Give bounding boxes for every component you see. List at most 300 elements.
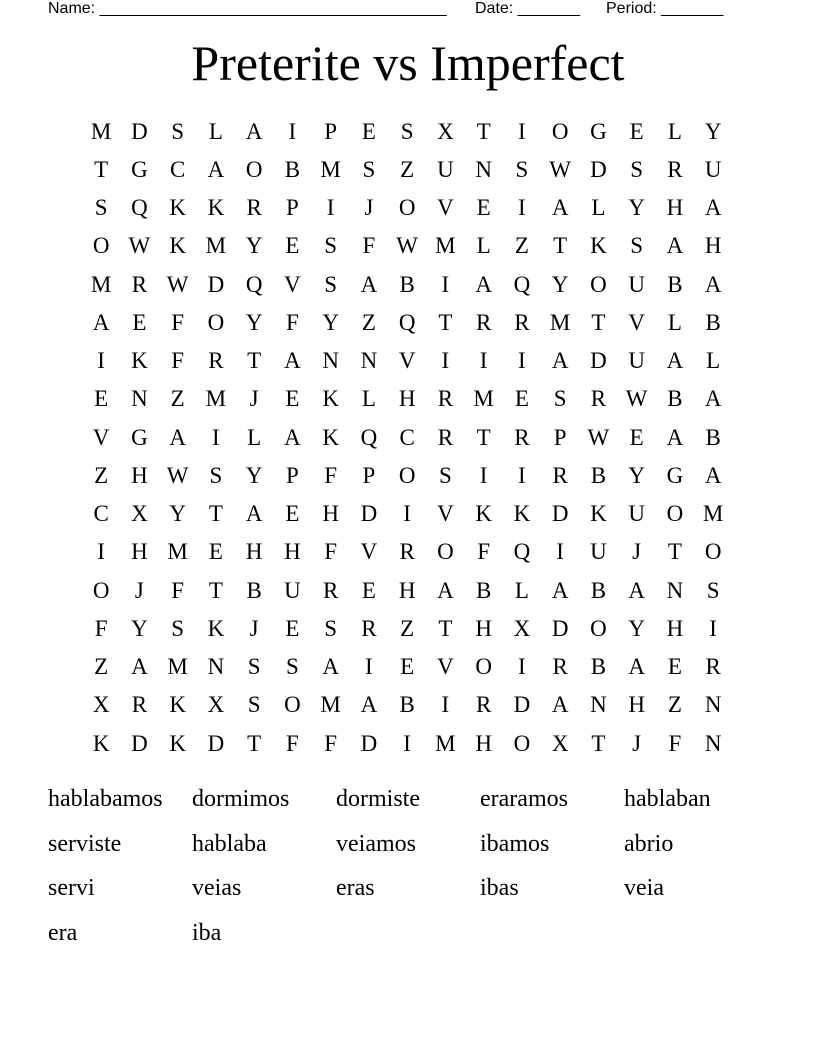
grid-letter[interactable]: E — [208, 539, 223, 565]
grid-letter[interactable]: Y — [245, 309, 263, 335]
grid-letter[interactable]: I — [441, 692, 450, 718]
grid-letter[interactable]: T — [667, 539, 682, 565]
grid-letter[interactable]: I — [365, 654, 373, 680]
grid-letter[interactable]: H — [475, 615, 492, 641]
grid-letter[interactable]: A — [322, 654, 339, 680]
grid-letter[interactable]: F — [362, 233, 376, 259]
grid-letter[interactable]: B — [705, 424, 721, 450]
grid-letter[interactable]: I — [479, 462, 488, 488]
grid-letter[interactable]: A — [245, 501, 263, 527]
grid-letter[interactable]: E — [285, 501, 300, 527]
grid-letter[interactable]: I — [556, 539, 564, 565]
grid-letter[interactable]: F — [324, 462, 338, 488]
grid-letter[interactable]: R — [475, 692, 492, 718]
grid-letter[interactable]: R — [552, 654, 568, 680]
grid-letter[interactable]: V — [437, 195, 454, 221]
grid-letter[interactable]: S — [94, 195, 108, 221]
grid-letter[interactable]: Y — [628, 462, 645, 488]
grid-letter[interactable]: F — [285, 730, 299, 756]
grid-letter[interactable]: F — [171, 577, 185, 603]
grid-letter[interactable]: Z — [94, 654, 109, 680]
grid-letter[interactable]: A — [207, 156, 225, 182]
grid-letter[interactable]: I — [518, 462, 526, 488]
grid-letter[interactable]: M — [320, 156, 341, 182]
grid-letter[interactable]: N — [704, 730, 722, 756]
grid-letter[interactable]: U — [590, 539, 607, 565]
grid-letter[interactable]: K — [131, 348, 148, 374]
grid-letter[interactable]: Z — [400, 156, 415, 182]
grid-letter[interactable]: F — [285, 309, 299, 335]
grid-letter[interactable]: T — [591, 730, 606, 756]
grid-letter[interactable]: X — [131, 501, 148, 527]
grid-letter[interactable]: Y — [245, 233, 263, 259]
word-search-grid — [82, 112, 732, 762]
grid-letter[interactable]: H — [131, 462, 148, 488]
grid-letter[interactable]: K — [169, 730, 186, 756]
grid-letter[interactable]: S — [362, 156, 376, 182]
grid-letter[interactable]: L — [208, 118, 223, 144]
grid-letter[interactable]: L — [361, 386, 376, 412]
grid-letter[interactable]: B — [667, 271, 683, 297]
grid-letter[interactable]: A — [284, 348, 301, 374]
grid-letter[interactable]: A — [666, 348, 684, 374]
grid-letter[interactable]: Y — [628, 195, 645, 221]
grid-letter[interactable]: F — [171, 348, 185, 374]
grid-letter[interactable]: S — [515, 156, 529, 182]
grid-letter[interactable]: P — [285, 195, 299, 221]
grid-letter[interactable]: H — [628, 692, 645, 718]
grid-letter[interactable]: K — [169, 195, 186, 221]
grid-letter[interactable]: D — [590, 156, 607, 182]
grid-letter[interactable]: X — [92, 692, 110, 718]
grid-letter[interactable]: A — [704, 271, 722, 297]
grid-letter[interactable]: J — [249, 615, 259, 641]
grid-letter[interactable]: A — [360, 692, 378, 718]
grid-letter[interactable]: L — [476, 233, 491, 259]
grid-letter[interactable]: Z — [400, 615, 415, 641]
grid-letter[interactable]: X — [551, 730, 569, 756]
grid-letter[interactable]: J — [632, 730, 642, 756]
grid-letter[interactable]: R — [131, 692, 148, 718]
grid-letter[interactable]: Z — [361, 309, 376, 335]
grid-letter[interactable]: J — [364, 195, 374, 221]
grid-letter[interactable]: O — [398, 462, 416, 488]
grid-letter[interactable]: H — [666, 195, 684, 221]
grid-letter[interactable]: U — [284, 577, 301, 603]
grid-letter[interactable]: R — [437, 386, 454, 412]
word-bank-item: veiamos — [336, 830, 416, 857]
grid-letter[interactable]: N — [360, 348, 378, 374]
grid-letter[interactable]: G — [666, 462, 684, 488]
grid-letter[interactable]: A — [704, 462, 722, 488]
grid-letter[interactable]: C — [399, 424, 415, 450]
grid-letter[interactable]: N — [207, 654, 225, 680]
grid-letter[interactable]: R — [131, 271, 148, 297]
grid-letter[interactable]: P — [553, 424, 567, 450]
grid-letter[interactable]: T — [247, 348, 262, 374]
grid-letter[interactable]: F — [668, 730, 682, 756]
grid-letter[interactable]: H — [475, 730, 492, 756]
grid-letter[interactable]: E — [629, 118, 644, 144]
grid-letter[interactable]: L — [667, 118, 682, 144]
grid-letter[interactable]: A — [704, 195, 722, 221]
grid-letter[interactable]: O — [590, 271, 607, 297]
grid-letter[interactable]: K — [322, 424, 339, 450]
grid-letter[interactable]: B — [284, 156, 301, 182]
grid-letter[interactable]: S — [247, 692, 261, 718]
grid-letter[interactable]: Y — [628, 615, 645, 641]
grid-letter[interactable]: D — [360, 501, 378, 527]
grid-letter[interactable]: S — [247, 654, 261, 680]
grid-letter[interactable]: D — [551, 615, 569, 641]
grid-letter[interactable]: L — [667, 309, 682, 335]
grid-letter[interactable]: T — [247, 730, 262, 756]
grid-letter[interactable]: K — [207, 615, 225, 641]
grid-letter[interactable]: O — [704, 539, 722, 565]
grid-letter[interactable]: O — [666, 501, 684, 527]
grid-letter[interactable]: H — [245, 539, 263, 565]
grid-letter[interactable]: E — [285, 615, 300, 641]
grid-letter[interactable]: T — [94, 156, 109, 182]
grid-letter[interactable]: X — [513, 615, 531, 641]
grid-letter[interactable]: K — [207, 195, 225, 221]
grid-letter[interactable]: Q — [513, 271, 531, 297]
grid-letter[interactable]: S — [285, 654, 299, 680]
grid-letter[interactable]: T — [438, 309, 453, 335]
grid-letter[interactable]: I — [518, 348, 526, 374]
grid-letter[interactable]: F — [171, 309, 185, 335]
grid-letter[interactable]: S — [209, 462, 223, 488]
grid-letter[interactable]: I — [518, 654, 526, 680]
grid-letter[interactable]: A — [284, 424, 301, 450]
grid-letter[interactable]: T — [208, 501, 223, 527]
grid-letter[interactable]: V — [437, 501, 454, 527]
grid-letter[interactable]: A — [131, 654, 148, 680]
grid-letter[interactable]: N — [590, 692, 607, 718]
grid-letter[interactable]: E — [629, 424, 644, 450]
grid-letter[interactable]: M — [167, 654, 188, 680]
grid-letter[interactable]: B — [667, 386, 683, 412]
grid-letter[interactable]: M — [435, 233, 456, 259]
grid-letter[interactable]: H — [666, 615, 684, 641]
grid-letter[interactable]: Q — [398, 309, 416, 335]
grid-letter[interactable]: J — [632, 539, 642, 565]
grid-letter[interactable]: I — [441, 271, 450, 297]
grid-letter[interactable]: B — [590, 462, 607, 488]
grid-letter[interactable]: A — [551, 577, 569, 603]
grid-letter[interactable]: I — [97, 539, 105, 565]
grid-letter[interactable]: K — [92, 730, 110, 756]
grid-letter[interactable]: Z — [667, 692, 682, 718]
grid-letter[interactable]: S — [706, 577, 720, 603]
grid-letter[interactable]: M — [90, 118, 112, 144]
grid-letter[interactable]: Y — [704, 118, 722, 144]
grid-letter[interactable]: R — [514, 309, 530, 335]
grid-letter[interactable]: A — [437, 577, 454, 603]
grid-letter[interactable]: U — [628, 271, 645, 297]
grid-letter[interactable]: I — [288, 118, 297, 144]
grid-letter[interactable]: I — [479, 348, 488, 374]
grid-letter[interactable]: I — [326, 195, 335, 221]
grid-letter[interactable]: O — [207, 309, 225, 335]
grid-letter[interactable]: R — [208, 348, 224, 374]
word-bank-item: hablabamos — [48, 786, 163, 812]
grid-letter[interactable]: F — [477, 539, 491, 565]
grid-letter[interactable]: O — [590, 615, 607, 641]
grid-letter[interactable]: H — [704, 233, 722, 259]
word-bank-item: hablaba — [192, 830, 267, 857]
grid-letter[interactable]: A — [551, 348, 569, 374]
grid-letter[interactable]: M — [549, 309, 571, 335]
grid-letter[interactable]: R — [361, 615, 377, 641]
grid-letter[interactable]: O — [92, 577, 110, 603]
grid-letter[interactable]: L — [514, 577, 529, 603]
grid-letter[interactable]: A — [666, 233, 684, 259]
grid-letter[interactable]: I — [441, 348, 450, 374]
grid-letter[interactable]: U — [628, 501, 645, 527]
grid-letter[interactable]: B — [399, 692, 415, 718]
grid-letter[interactable]: L — [706, 348, 721, 374]
grid-letter[interactable]: Y — [551, 271, 569, 297]
grid-letter[interactable]: B — [590, 654, 607, 680]
grid-letter[interactable]: Y — [131, 615, 148, 641]
grid-letter[interactable]: X — [437, 118, 454, 144]
grid-letter[interactable]: E — [476, 195, 491, 221]
grid-letter[interactable]: M — [435, 730, 456, 756]
grid-letter[interactable]: N — [704, 692, 722, 718]
grid-letter[interactable]: S — [630, 233, 644, 259]
grid-letter[interactable]: K — [475, 501, 492, 527]
grid-letter[interactable]: F — [324, 730, 338, 756]
grid-letter[interactable]: R — [322, 577, 339, 603]
grid-letter[interactable]: A — [704, 386, 722, 412]
grid-letter[interactable]: Z — [514, 233, 529, 259]
grid-letter[interactable]: S — [553, 386, 567, 412]
grid-letter[interactable]: I — [212, 424, 220, 450]
grid-letter[interactable]: M — [320, 692, 341, 718]
grid-letter[interactable]: V — [284, 271, 301, 297]
grid-letter[interactable]: O — [475, 654, 492, 680]
grid-letter[interactable]: Q — [131, 195, 148, 221]
page-title: Preterite vs Imperfect — [191, 35, 625, 91]
grid-letter[interactable]: A — [475, 271, 492, 297]
grid-letter[interactable]: C — [169, 156, 186, 182]
word-bank-item: veia — [624, 875, 664, 902]
grid-letter[interactable]: R — [590, 386, 607, 412]
grid-letter[interactable]: Q — [245, 271, 263, 297]
grid-letter[interactable]: N — [666, 577, 684, 603]
grid-letter[interactable]: S — [171, 118, 185, 144]
grid-letter[interactable]: I — [403, 501, 411, 527]
grid-letter[interactable]: Z — [94, 462, 109, 488]
grid-letter[interactable]: D — [207, 271, 225, 297]
grid-letter[interactable]: A — [169, 424, 186, 450]
grid-letter[interactable]: O — [513, 730, 531, 756]
grid-letter[interactable]: A — [551, 195, 569, 221]
grid-letter[interactable]: L — [591, 195, 606, 221]
grid-letter[interactable]: M — [205, 386, 227, 412]
grid-letter[interactable]: W — [549, 156, 571, 182]
grid-letter[interactable]: W — [128, 233, 151, 259]
grid-letter[interactable]: M — [90, 271, 112, 297]
grid-letter[interactable]: B — [246, 577, 262, 603]
grid-letter[interactable]: E — [132, 309, 147, 335]
grid-letter[interactable]: Y — [245, 462, 263, 488]
grid-letter[interactable]: P — [285, 462, 299, 488]
grid-letter[interactable]: K — [169, 692, 186, 718]
grid-letter[interactable]: I — [518, 195, 526, 221]
word-bank-item: dormimos — [192, 786, 290, 812]
grid-letter[interactable]: I — [403, 730, 411, 756]
word-bank-item: ibamos — [480, 830, 550, 857]
grid-letter[interactable]: I — [97, 348, 105, 374]
grid-letter[interactable]: L — [247, 424, 262, 450]
grid-letter[interactable]: V — [398, 348, 416, 374]
grid-letter[interactable]: M — [205, 233, 227, 259]
grid-letter[interactable]: E — [514, 386, 529, 412]
grid-letter[interactable]: K — [513, 501, 531, 527]
grid-letter[interactable]: F — [324, 539, 338, 565]
grid-letter[interactable]: M — [473, 386, 494, 412]
grid-letter[interactable]: H — [284, 539, 301, 565]
grid-letter[interactable]: X — [207, 692, 225, 718]
grid-letter[interactable]: A — [628, 654, 645, 680]
grid-letter[interactable]: K — [590, 501, 607, 527]
grid-letter[interactable]: I — [518, 118, 526, 144]
grid-letter[interactable]: H — [398, 386, 416, 412]
grid-letter[interactable]: W — [625, 386, 648, 412]
grid-letter[interactable]: F — [94, 615, 108, 641]
grid-letter[interactable]: E — [361, 118, 376, 144]
grid-letter[interactable]: A — [360, 271, 378, 297]
grid-letter[interactable]: O — [551, 118, 569, 144]
grid-letter[interactable]: R — [246, 195, 262, 221]
grid-letter[interactable]: N — [475, 156, 492, 182]
grid-letter[interactable]: N — [322, 348, 339, 374]
grid-letter[interactable]: N — [131, 386, 148, 412]
grid-letter[interactable]: C — [93, 501, 109, 527]
grid-letter[interactable]: B — [475, 577, 492, 603]
grid-letter[interactable]: D — [590, 348, 607, 374]
period-field: Period: _______ — [606, 0, 724, 17]
grid-letter[interactable]: D — [551, 501, 569, 527]
grid-letter[interactable]: J — [134, 577, 144, 603]
grid-letter[interactable]: P — [362, 462, 376, 488]
grid-letter[interactable]: E — [285, 386, 300, 412]
grid-letter[interactable]: D — [207, 730, 225, 756]
grid-letter[interactable]: E — [94, 386, 109, 412]
grid-letter[interactable]: S — [438, 462, 452, 488]
grid-letter[interactable]: W — [166, 271, 189, 297]
grid-letter[interactable]: T — [476, 118, 491, 144]
grid-letter[interactable]: I — [709, 615, 717, 641]
grid-letter[interactable]: S — [324, 615, 338, 641]
grid-letter[interactable]: Q — [360, 424, 378, 450]
grid-letter[interactable]: Z — [170, 386, 185, 412]
grid-letter[interactable]: T — [208, 577, 223, 603]
grid-letter[interactable]: E — [285, 233, 300, 259]
grid-letter[interactable]: V — [437, 654, 454, 680]
grid-letter[interactable]: U — [628, 348, 645, 374]
grid-letter[interactable]: T — [476, 424, 491, 450]
grid-letter[interactable]: W — [396, 233, 418, 259]
grid-letter[interactable]: E — [361, 577, 376, 603]
grid-letter[interactable]: O — [245, 156, 263, 182]
grid-letter[interactable]: D — [131, 118, 148, 144]
grid-letter[interactable]: K — [590, 233, 607, 259]
grid-letter[interactable]: V — [92, 424, 110, 450]
grid-letter[interactable]: R — [475, 309, 492, 335]
grid-letter[interactable]: Y — [322, 309, 339, 335]
grid-letter[interactable]: P — [324, 118, 338, 144]
grid-letter[interactable]: A — [628, 577, 645, 603]
grid-letter[interactable]: S — [171, 615, 185, 641]
grid-letter[interactable]: R — [667, 156, 683, 182]
grid-letter[interactable]: B — [590, 577, 607, 603]
grid-letter[interactable]: R — [705, 654, 721, 680]
grid-letter[interactable]: W — [587, 424, 610, 450]
grid-letter[interactable]: J — [249, 386, 259, 412]
grid-letter[interactable]: D — [513, 692, 531, 718]
grid-letter[interactable]: S — [324, 233, 338, 259]
grid-letter[interactable]: V — [628, 309, 645, 335]
grid-letter[interactable]: T — [553, 233, 568, 259]
grid-letter[interactable]: W — [166, 462, 189, 488]
grid-letter[interactable]: D — [131, 730, 148, 756]
grid-letter[interactable]: O — [92, 233, 110, 259]
grid-letter[interactable]: K — [322, 386, 339, 412]
grid-letter[interactable]: E — [400, 654, 415, 680]
grid-letter[interactable]: R — [514, 424, 530, 450]
grid-letter[interactable]: S — [400, 118, 414, 144]
grid-letter[interactable]: Y — [169, 501, 186, 527]
grid-letter[interactable]: D — [360, 730, 378, 756]
header-fields — [48, 0, 748, 20]
grid-letter[interactable]: M — [167, 539, 188, 565]
grid-letter[interactable]: B — [705, 309, 721, 335]
grid-letter[interactable]: H — [398, 577, 416, 603]
grid-letter[interactable]: G — [131, 156, 148, 182]
grid-letter[interactable]: A — [245, 118, 263, 144]
grid-letter[interactable]: R — [399, 539, 415, 565]
grid-letter[interactable]: R — [437, 424, 454, 450]
grid-letter[interactable]: S — [324, 271, 338, 297]
grid-letter[interactable]: H — [131, 539, 148, 565]
grid-letter[interactable]: M — [702, 501, 724, 527]
grid-letter[interactable]: V — [360, 539, 378, 565]
grid-letter[interactable]: S — [630, 156, 644, 182]
grid-letter[interactable]: A — [551, 692, 569, 718]
grid-letter[interactable]: H — [322, 501, 339, 527]
grid-letter[interactable]: E — [667, 654, 682, 680]
grid-letter[interactable]: B — [399, 271, 415, 297]
grid-letter[interactable]: U — [704, 156, 722, 182]
grid-letter[interactable]: R — [552, 462, 568, 488]
grid-letter[interactable]: A — [92, 309, 110, 335]
word-bank-item: abrio — [624, 830, 674, 857]
grid-letter[interactable]: Q — [513, 539, 531, 565]
grid-letter[interactable]: G — [131, 424, 148, 450]
grid-letter[interactable]: T — [591, 309, 606, 335]
grid-letter[interactable]: U — [437, 156, 454, 182]
grid-letter[interactable]: A — [666, 424, 684, 450]
grid-letter[interactable]: T — [438, 615, 453, 641]
grid-letter[interactable]: O — [284, 692, 301, 718]
grid-letter[interactable]: O — [398, 195, 416, 221]
grid-letter[interactable]: K — [169, 233, 186, 259]
grid-letter[interactable]: G — [590, 118, 607, 144]
grid-letter[interactable]: O — [437, 539, 454, 565]
